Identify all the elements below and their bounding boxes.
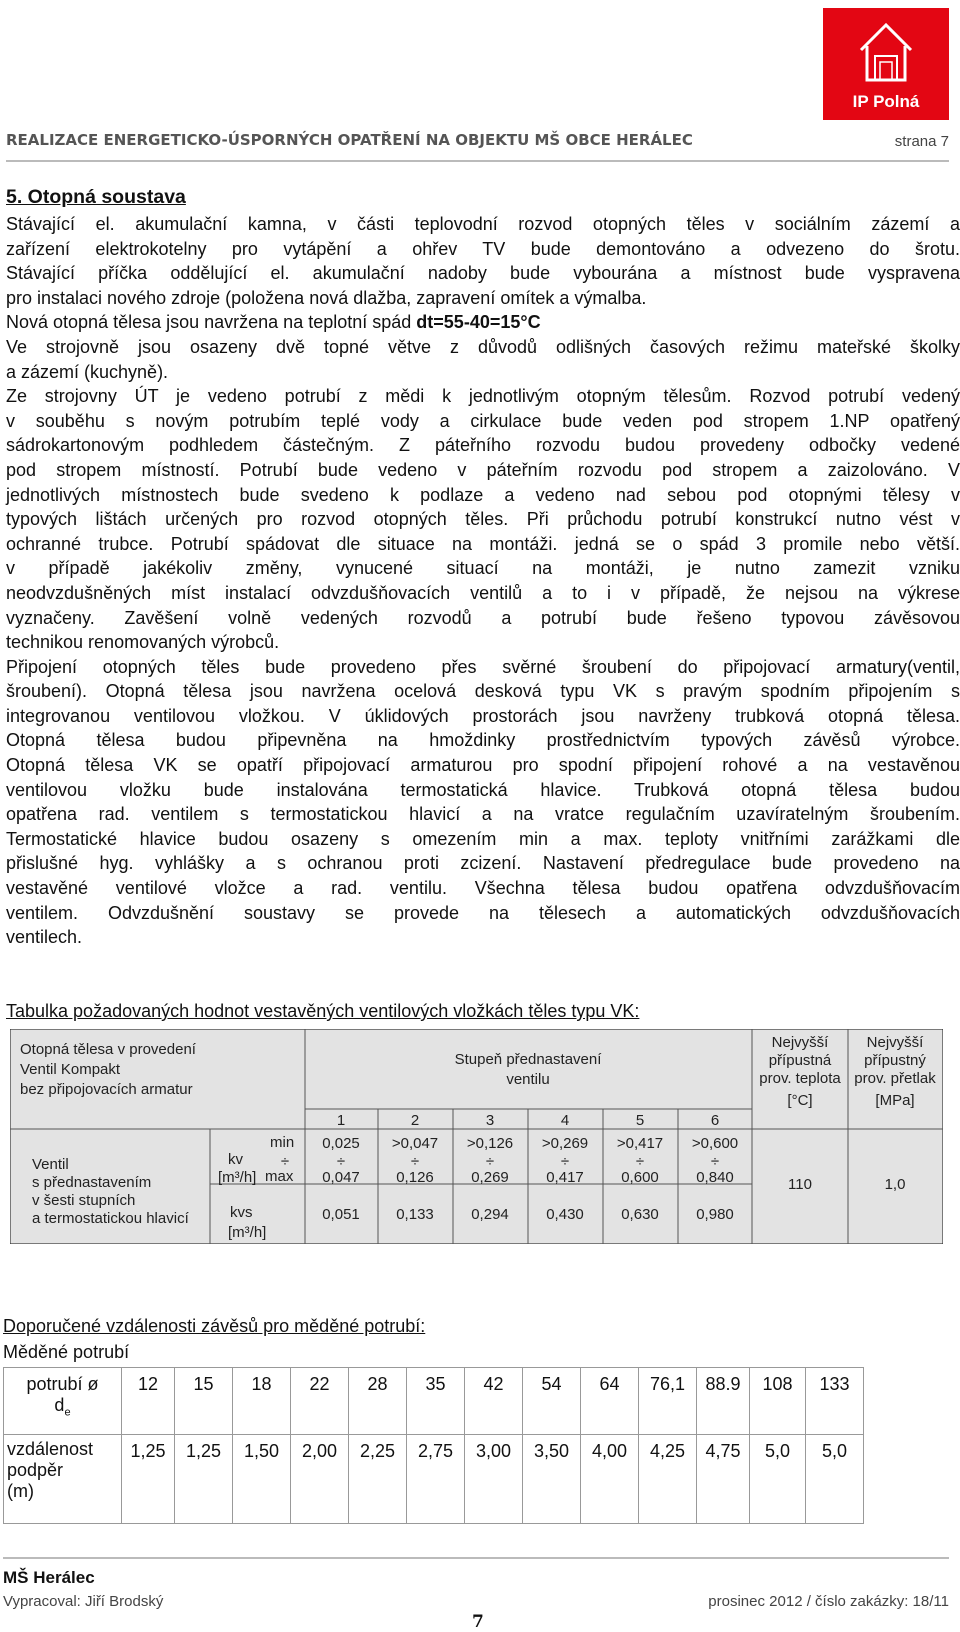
diameter-cell: 28 — [349, 1368, 407, 1435]
body-line: šroubení). Otopná tělesa jsou navržena ocelová desková typu VK s pravým spodním připojením s — [6, 681, 960, 702]
kvs-value: 0,980 — [696, 1206, 734, 1223]
kv-min-value: >0,126 — [466, 1135, 514, 1152]
distance-cell: 1,25 — [122, 1435, 175, 1524]
head-left-line-3: bez připojovacích armatur — [20, 1081, 193, 1098]
body-line: ochranné trubce. Potrubí spádovat dle situace na montáži. jedná se o spád 3 promile nebo větší. — [6, 533, 960, 554]
body-line: Stávající el. akumulační kamna, v části teplovodní rozvod otopných těles v sociálním zázemí a — [6, 214, 960, 234]
body-line: Otopná tělesa VK se opatří připojovací armaturou pro spodní připojení rohové a na vestavěnou — [6, 755, 960, 776]
distance-cell: 3,50 — [523, 1435, 581, 1524]
body-line: ventilem. Odvzdušnění soustavy se provede na tělesech a automatických odvzdušňovacích — [6, 902, 960, 923]
kv-min-value: >0,600 — [691, 1135, 739, 1152]
body-line: Ve strojovně jsou osazeny dvě topné větve z důvodů odlišných časových režimu mateřské školky — [6, 336, 960, 357]
body-line: přislušné hyg. vyhlášky a s ochranou proti zcizení. Nastavení předregulace bude provedeno na — [6, 853, 960, 874]
body-line: Stávající příčka oddělující el. akumulační nadoby bude vybourána a místnost bude vyspravena — [6, 263, 960, 284]
kv-range-divider: ÷ — [410, 1153, 420, 1170]
kv-label-divider: ÷ — [280, 1153, 290, 1170]
body-line: ventilovou vložku bude instalována termostatická hlavice. Trubková otopná tělesa budou — [6, 779, 960, 800]
max-label: max — [265, 1168, 294, 1185]
row-left-line-4: a termostatickou hlavicí — [32, 1210, 189, 1227]
body-line: vestavěné ventilové vložce a rad. ventilu. Všechna tělesa budou opatřena odvzdušňovacím — [6, 878, 960, 899]
body-line: pro instalaci nového zdroje (položena nová dlažba, zapravení omítek a výmalba. — [6, 287, 647, 308]
body-line: opatřena rad. ventilem s termostatickou hlavicí a na vratce regulačním uzavíratelným šroubením. — [6, 804, 960, 825]
step-6: 6 — [710, 1112, 720, 1129]
footer-title: MŠ Herálec — [3, 1568, 95, 1587]
pipe-table-caption: Doporučené vzdálenosti závěsů pro měděné potrubí: — [3, 1316, 426, 1336]
body-line: typových lištách určených pro rozvod otopných těles. Při průchodu potrubí konstrukcí nutno vést v — [6, 509, 960, 530]
distance-label-cell — [4, 1435, 122, 1524]
footer-divider — [3, 1557, 949, 1559]
distance-cell: 5,0 — [806, 1435, 864, 1524]
diameter-cell: 108 — [750, 1368, 806, 1435]
step-4: 4 — [560, 1112, 570, 1129]
body-line: Připojení otopných těles bude provedeno přes svěrné šroubení do připojovací armatury(ventil, — [6, 656, 960, 677]
kv-min-value: 0,025 — [322, 1135, 360, 1152]
distance-cell: 3,00 — [465, 1435, 523, 1524]
kvs-value: 0,430 — [546, 1206, 584, 1223]
row-left-line-3: v šesti stupních — [32, 1192, 136, 1209]
document-title: REALIZACE ENERGETICKO-ÚSPORNÝCH OPATŘENÍ NA OBJEKTU MŠ OBCE HERÁLEC — [6, 131, 693, 149]
diameter-cell: 18 — [233, 1368, 291, 1435]
head-press-line-1: Nejvyšší — [866, 1034, 924, 1051]
kvs-label: kvs — [230, 1204, 253, 1221]
body-line: v případě jakékoliv změny, vynucené situací na montáži, je nutno zamezit vzniku — [6, 558, 960, 579]
head-press-line-4: [MPa] — [875, 1092, 915, 1109]
kv-min-value: >0,269 — [541, 1135, 589, 1152]
diameter-cell: 35 — [407, 1368, 465, 1435]
body-line: Otopná tělesa budou připevněna na hmoždinky prostřednictvím typových závěsů výrobce. — [6, 730, 960, 751]
head-mid-line-2: ventilu — [506, 1071, 550, 1088]
kv-max-value: 0,126 — [396, 1169, 434, 1186]
row-left-line-1: Ventil — [32, 1156, 69, 1173]
body-line: Termostatické hlavice budou osazeny s omezením min a max. teploty vnitřními zarážkami dle — [6, 828, 960, 849]
diameter-cell: 42 — [465, 1368, 523, 1435]
kv-max-value: 0,047 — [322, 1169, 360, 1186]
temperature-gradient: dt=55-40=15°C — [416, 312, 541, 333]
body-line: integrovanou ventilovou vložkou. V úklidových prostorách jsou navrženy trubková otopná tělesa. — [6, 705, 960, 726]
pipe-support-table — [3, 1367, 864, 1524]
diameter-cell: 133 — [806, 1368, 864, 1435]
distance-row — [4, 1435, 864, 1524]
max-pressure-value: 1,0 — [884, 1176, 906, 1193]
head-press-line-3: prov. přetlak — [854, 1070, 936, 1087]
head-temp-line-3: prov. teplota — [759, 1070, 841, 1087]
distance-label-line-1: vzdálenost — [7, 1439, 94, 1459]
kv-range-divider: ÷ — [710, 1153, 720, 1170]
distance-cell: 2,00 — [291, 1435, 349, 1524]
footer-author: Vypracoval: Jiří Brodský — [3, 1593, 164, 1610]
step-1: 1 — [336, 1112, 346, 1129]
diameter-label-de: $d_e$ — [54, 1395, 71, 1419]
kvs-value: 0,051 — [322, 1206, 360, 1223]
kv-max-value: 0,417 — [546, 1169, 584, 1186]
house-logo-icon — [857, 20, 915, 86]
kv-range-divider: ÷ — [560, 1153, 570, 1170]
distance-cell: 5,0 — [750, 1435, 806, 1524]
row-left-line-2: s přednastavením — [32, 1174, 152, 1191]
diameter-cell: 88.9 — [697, 1368, 750, 1435]
diameter-cell: 76,1 — [639, 1368, 697, 1435]
max-temp-value: 110 — [788, 1176, 812, 1193]
distance-cell: 2,25 — [349, 1435, 407, 1524]
header-divider — [6, 160, 949, 162]
diameter-cell: 12 — [122, 1368, 175, 1435]
kv-min-value: >0,047 — [391, 1135, 439, 1152]
distance-cell: 1,50 — [233, 1435, 291, 1524]
kv-range-divider: ÷ — [485, 1153, 495, 1170]
body-line: Nová otopná tělesa jsou navržena na teplotní spád dt=55-40=15°C — [6, 312, 541, 333]
diameter-label-cell — [4, 1368, 122, 1435]
body-line: vyznačeny. Zavěšení volně vedených rozvodů a potrubí bude řešeno typovou závěsovou — [6, 607, 960, 628]
page-number: 7 — [472, 1612, 484, 1632]
body-line: zařízení elektrokotelny pro vytápění a ohřev TV bude demontováno a odvezeno do šrotu. — [6, 238, 960, 259]
distance-cell: 1,25 — [175, 1435, 233, 1524]
kv-label: kv — [228, 1151, 243, 1168]
valve-settings-table — [10, 1029, 943, 1244]
head-left-line-1: Otopná tělesa v provedení — [20, 1041, 196, 1058]
distance-cell: 4,25 — [639, 1435, 697, 1524]
head-temp-line-4: [°C] — [787, 1092, 813, 1109]
pipe-table-subcaption: Měděné potrubí — [3, 1342, 130, 1362]
diameter-cell: 54 — [523, 1368, 581, 1435]
logo-text: IP Polná — [852, 92, 920, 111]
head-left-line-2: Ventil Kompakt — [20, 1061, 121, 1078]
footer-date: prosinec 2012 / číslo zakázky: 18/11 — [708, 1593, 949, 1610]
distance-cell: 2,75 — [407, 1435, 465, 1524]
body-line: pod stropem místností. Potrubí bude vedeno v páteřním rozvodu pod stropem a zaizolováno. V — [6, 459, 960, 480]
body-line: ventilech. — [6, 927, 83, 948]
step-2: 2 — [410, 1112, 420, 1129]
body-line: jednotlivých místnostech bude svedeno k podlaze a vedeno nad sebou pod otopnými tělesy v — [6, 484, 960, 505]
kv-unit: [m³/h] — [218, 1169, 257, 1186]
distance-label-line-3: (m) — [7, 1481, 34, 1501]
head-press-line-2: přípustný — [864, 1052, 926, 1069]
body-line: Ze strojovny ÚT je vedeno potrubí z mědi k jednotlivým otopným tělesům. Rozvod potrubí vedený — [6, 386, 960, 407]
diameter-row — [4, 1368, 864, 1435]
min-label: min — [270, 1134, 295, 1151]
kv-min-value: >0,417 — [616, 1135, 664, 1152]
diameter-cell: 15 — [175, 1368, 233, 1435]
body-line: neodvzdušněných míst instalací odvzdušňovacích ventilů a to i v případě, že nejsou na výkrese — [6, 582, 960, 603]
valve-table-caption: Tabulka požadovaných hodnot vestavěných ventilových vložkách těles typu VK: — [6, 1001, 640, 1021]
kv-range-divider: ÷ — [336, 1153, 346, 1170]
step-5: 5 — [635, 1112, 645, 1129]
distance-cell: 4,00 — [581, 1435, 639, 1524]
page-label: strana 7 — [894, 133, 949, 150]
body-line: a zázemí (kuchyně). — [6, 361, 169, 382]
kv-max-value: 0,840 — [696, 1169, 734, 1186]
diameter-cell: 64 — [581, 1368, 639, 1435]
body-line: technikou renomovaných výrobců. — [6, 632, 280, 653]
step-3: 3 — [485, 1112, 495, 1129]
kv-range-divider: ÷ — [635, 1153, 645, 1170]
kv-max-value: 0,269 — [471, 1169, 509, 1186]
body-line: sádrokartonovým podhledem částečným. Z páteřního rozvodu budou provedeny odbočky vedené — [6, 435, 960, 456]
kvs-value: 0,294 — [471, 1206, 509, 1223]
section-body — [6, 212, 960, 950]
kvs-value: 0,133 — [396, 1206, 434, 1223]
distance-cell: 4,75 — [697, 1435, 750, 1524]
head-mid-line-1: Stupeň přednastavení — [454, 1051, 602, 1068]
section-title: 5. Otopná soustava — [6, 186, 186, 208]
body-line: v souběhu s novým potrubím teplé vody a cirkulace bude veden pod stropem 1.NP opatřený — [6, 410, 960, 431]
kvs-value: 0,630 — [621, 1206, 659, 1223]
kv-max-value: 0,600 — [621, 1169, 659, 1186]
diameter-cell: 22 — [291, 1368, 349, 1435]
head-temp-line-2: přípustná — [768, 1052, 832, 1069]
distance-label-line-2: podpěr — [7, 1460, 64, 1480]
diameter-label: potrubí ø — [26, 1374, 99, 1394]
head-temp-line-1: Nejvyšší — [771, 1034, 829, 1051]
kvs-unit: [m³/h] — [228, 1224, 267, 1241]
company-logo — [823, 8, 949, 120]
